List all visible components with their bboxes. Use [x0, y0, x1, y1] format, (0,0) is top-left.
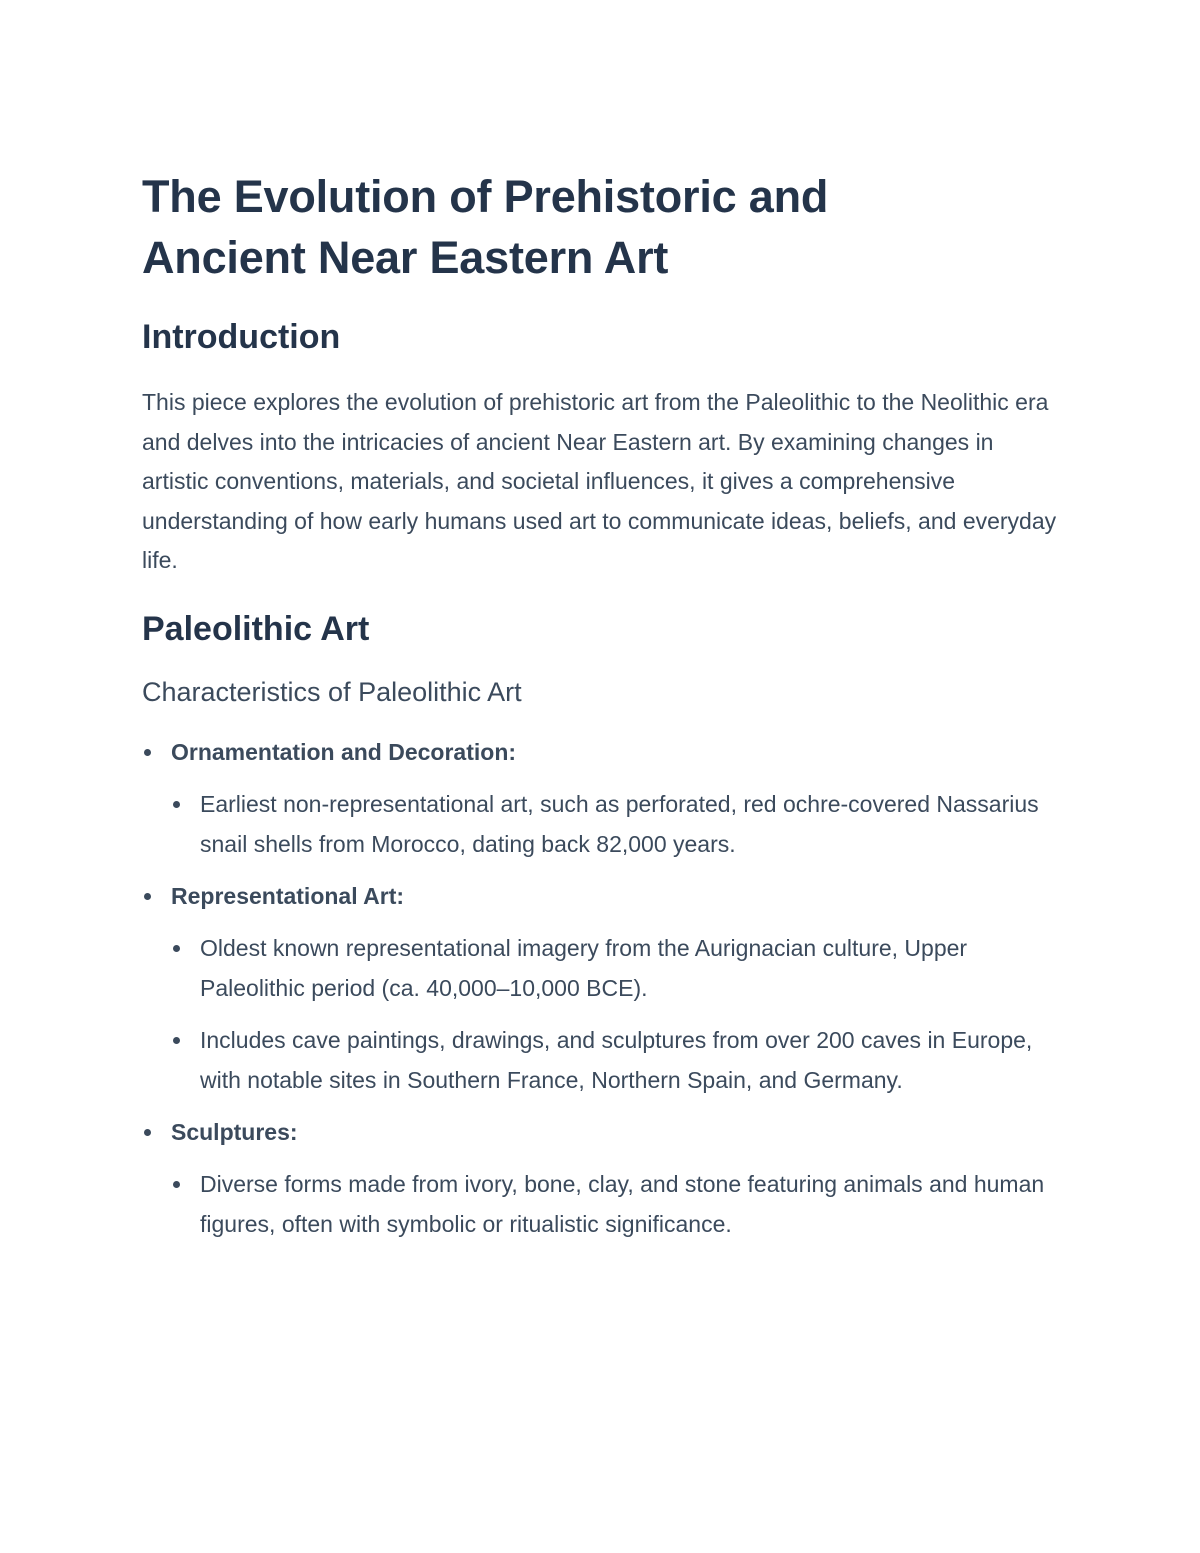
document-page	[142, 166, 1062, 1256]
introduction-heading: Introduction	[142, 318, 341, 356]
sub-list	[171, 928, 1062, 1100]
document-title	[142, 166, 1062, 288]
characteristics-list	[142, 732, 1062, 1244]
list-item-representational-art	[142, 876, 1062, 1100]
list-item-label: Sculptures:	[171, 1118, 298, 1145]
introduction-paragraph: This piece explores the evolution of prehistoric art from the Paleolithic to the Neolithic era and delves into the intricacies of ancient Near Eastern art. By examining changes in artistic conventions, materials, and societal influences, it gives a comprehensive understanding of how early humans used art to communicate ideas, beliefs, and everyday life.	[142, 389, 1057, 573]
sub-list-item: Earliest non-representational art, such as perforated, red ochre-covered Nassarius snail shells from Morocco, dating back 82,000 years.	[171, 784, 1062, 864]
list-item-label: Representational Art:	[171, 882, 405, 909]
sub-list-item: Oldest known representational imagery from the Aurignacian culture, Upper Paleolithic period (ca. 40,000–10,000 BCE).	[171, 928, 1062, 1008]
sub-list-item: Diverse forms made from ivory, bone, clay, and stone featuring animals and human figures, often with symbolic or ritualistic significance.	[171, 1164, 1062, 1244]
paleolithic-art-heading: Paleolithic Art	[142, 609, 370, 648]
sub-list	[171, 1164, 1062, 1244]
document-title-line-1: The Evolution of Prehistoric and	[142, 171, 829, 222]
characteristics-heading: Characteristics of Paleolithic Art	[142, 676, 522, 707]
sub-list	[171, 784, 1062, 864]
list-item-sculptures	[142, 1112, 1062, 1244]
list-item-ornamentation	[142, 732, 1062, 864]
sub-list-item: Includes cave paintings, drawings, and sculptures from over 200 caves in Europe, with notable sites in Southern France, Northern Spain, and Germany.	[171, 1020, 1062, 1100]
list-item-label: Ornamentation and Decoration:	[171, 738, 517, 765]
document-title-line-2: Ancient Near Eastern Art	[142, 232, 669, 283]
